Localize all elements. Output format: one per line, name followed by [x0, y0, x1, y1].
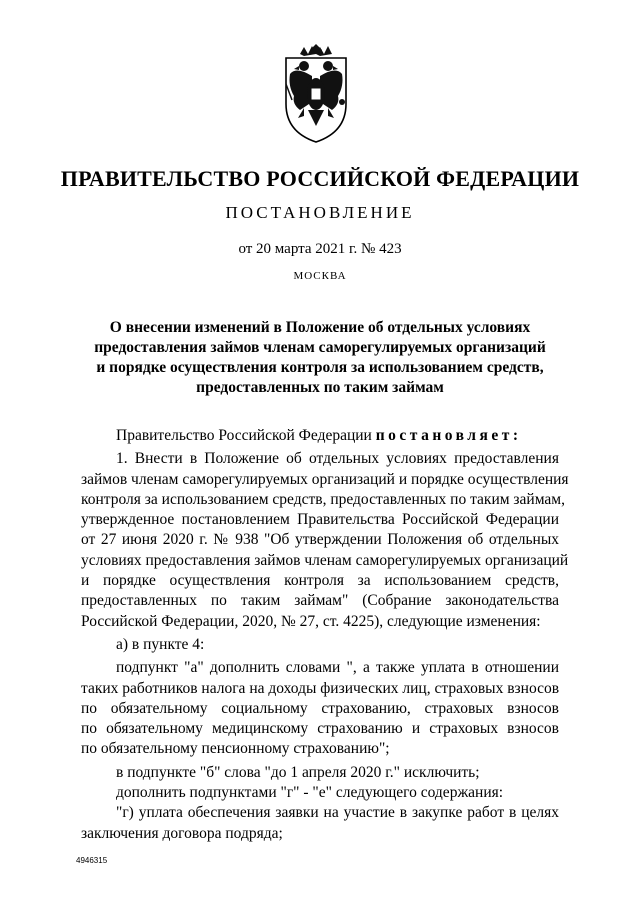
paragraph-line: "г) уплата обеспечения заявки на участие в закупке работ в целях	[116, 804, 559, 822]
document-city: МОСКВА	[293, 270, 347, 282]
paragraph-line: от 27 июня 2020 г. № 938 "Об утверждении Положения об отдельных	[81, 531, 559, 549]
paragraph-line: 1. Внести в Положение об отдельных условиях предоставления	[116, 450, 559, 468]
paragraph-line: контроля за использованием средств, предоставленных по таким займам,	[81, 490, 565, 508]
item-a: а) в пункте 4:	[116, 635, 205, 653]
government-title: ПРАВИТЕЛЬСТВО РОССИЙСКОЙ ФЕДЕРАЦИИ	[60, 166, 580, 191]
paragraph-line: предоставленных по таким займам" (Собрание законодательства	[81, 592, 559, 610]
paragraph-line: и порядке осуществления контроля за использованием средств,	[81, 572, 559, 590]
paragraph-line: подпункт "а" дополнить словами ", а также уплата в отношении	[116, 659, 559, 677]
paragraph-line: заключения договора подряда;	[81, 824, 283, 842]
subitem-a-paragraph	[81, 658, 559, 759]
paragraph-line: условиях предоставления займов членам саморегулируемых организаций	[81, 551, 569, 569]
heading-line: предоставления займов членам саморегулируемых организаций	[94, 339, 546, 356]
heading-line: и порядке осуществления контроля за использованием средств,	[96, 359, 544, 376]
add-subitems-paragraph: дополнить подпунктами "г" - "е" следующего содержания:	[116, 784, 504, 802]
paragraph-line: утвержденное постановлением Правительства Российской Федерации	[81, 511, 559, 529]
paragraph-line: таких работников налога на доходы физических лиц, страховых взносов	[81, 679, 560, 697]
paragraph-line: по обязательному медицинскому страхованию и страховых взносов	[81, 720, 559, 738]
heading-line: предоставленных по таким займам	[196, 379, 444, 396]
paragraph-1	[81, 449, 569, 632]
paragraph-line: Российской Федерации, 2020, № 27, ст. 4225), следующие изменения:	[81, 612, 541, 630]
intro-paragraph	[81, 426, 559, 446]
intro-verb: постановляет:	[375, 427, 522, 444]
document-type: ПОСТАНОВЛЕНИЕ	[225, 203, 415, 222]
document-body	[81, 426, 569, 844]
document-date-number: от 20 марта 2021 г. № 423	[238, 241, 402, 257]
subitem-b-paragraph: в подпункте "б" слова "до 1 апреля 2020 г." исключить;	[116, 763, 480, 781]
paragraph-line: займов членам саморегулируемых организаций и порядке осуществления	[81, 470, 569, 488]
footer-document-code: 4946315	[76, 856, 108, 865]
intro-subject: Правительство Российской Федерации	[116, 427, 372, 444]
subitem-g-paragraph	[81, 803, 559, 844]
coat-of-arms-icon	[270, 44, 362, 146]
paragraph-line: по обязательному социальному страхованию, страховых взносов	[81, 699, 559, 717]
document-heading	[80, 318, 560, 398]
paragraph-line: по обязательному пенсионному страхованию";	[81, 740, 390, 758]
heading-line: О внесении изменений в Положение об отдельных условиях	[109, 319, 531, 336]
